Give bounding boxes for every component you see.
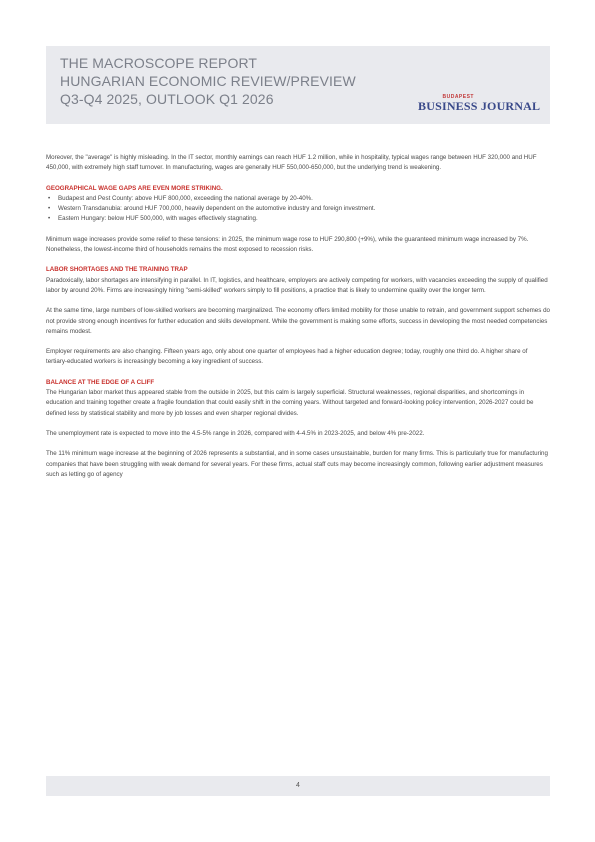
list-item: • Budapest and Pest County: above HUF 800,000, exceeding the national average by 20-40%.: [58, 194, 550, 204]
report-title: THE MACROSCOPE REPORT: [60, 55, 258, 71]
list-item: • Eastern Hungary: below HUF 500,000, with wages effectively stagnating.: [58, 214, 550, 224]
logo-main-text: BUSINESS JOURNAL: [418, 99, 541, 113]
paragraph: The unemployment rate is expected to move into the 4.5-5% range in 2026, compared with 4-4.5% in 2023-2025, and below 4% pre-2022.: [46, 429, 425, 437]
article-body: [46, 153, 550, 490]
paragraph: The 11% minimum wage increase at the beginning of 2026 represents a substantial, and in some cases unsustainable, burden for many firms. This is particularly true for manufacturing companies that have been struggling with weak demand for several years. For these firms, actual staff cuts may become increasingly common, following earlier adjustment measures such as letting go of agency: [46, 450, 548, 478]
publication-logo: [418, 90, 541, 120]
page-footer: [46, 776, 550, 796]
paragraph: At the same time, large numbers of low-skilled workers are becoming marginalized. The economy offers limited mobility for those unable to retrain, and government support schemes do not provide strong enough incentives for further education and skills development. While the government is making some efforts, success in developing the most needed competencies remains modest.: [46, 307, 550, 335]
report-subtitle: HUNGARIAN ECONOMIC REVIEW/PREVIEW: [60, 73, 356, 89]
paragraph: The Hungarian labor market thus appeared stable from the outside in 2025, but this calm is largely superficial. Structural weaknesses, regional disparities, and shortcomings in education and training together create a fragile foundation that could easily shift in the coming years. Without targeted and forward-looking policy intervention, 2026-2027 could be defined less by statistical stability and more by job losses and even sharper regional divides.: [46, 389, 534, 417]
paragraph: Minimum wage increases provide some relief to these tensions: in 2025, the minimum wage rose to HUF 290,800 (+9%), while the guaranteed minimum wage increased by 7%. Nonetheless, the lowest-income third of households remains the most exposed to recession risks.: [46, 235, 529, 254]
list-item: • Western Transdanubia: around HUF 700,000, heavily dependent on the automotive industry and foreign investment.: [58, 204, 550, 214]
bullet-list: [46, 194, 550, 225]
report-period: Q3-Q4 2025, OUTLOOK Q1 2026: [60, 91, 274, 107]
paragraph: Paradoxically, labor shortages are intensifying in parallel. In IT, logistics, and healthcare, employers are actively competing for workers, with vacancies exceeding the supply of qualified labor by around 20%. Firms are increasingly hiring "semi-skilled" workers simply to fill positions, a practice that is likely to undermine quality over the longer term.: [46, 276, 548, 294]
logo-small-text: BUDAPEST: [442, 94, 474, 100]
paragraph: Moreover, the "average" is highly misleading. In the IT sector, monthly earnings can reach HUF 1.2 million, while in hospitality, typical wages range between HUF 320,000 and HUF 450,000, with extremely high staff turnover. In manufacturing, wages are generally HUF 550,000-650,000, but the underlying trend is weakening.: [46, 154, 537, 172]
paragraph: Employer requirements are also changing. Fifteen years ago, only about one quarter of employees had a higher education degree; today, roughly one third do. A higher share of tertiary-educated workers is increasingly becoming a key ingredient of success.: [46, 348, 528, 366]
section-heading: GEOGRAPHICAL WAGE GAPS ARE EVEN MORE STRIKING.: [46, 184, 223, 192]
page-number: 4: [296, 782, 300, 789]
section-heading: LABOR SHORTAGES AND THE TRAINING TRAP: [46, 266, 188, 274]
section-heading: BALANCE AT THE EDGE OF A CLIFF: [46, 378, 155, 386]
report-header: [46, 46, 550, 124]
